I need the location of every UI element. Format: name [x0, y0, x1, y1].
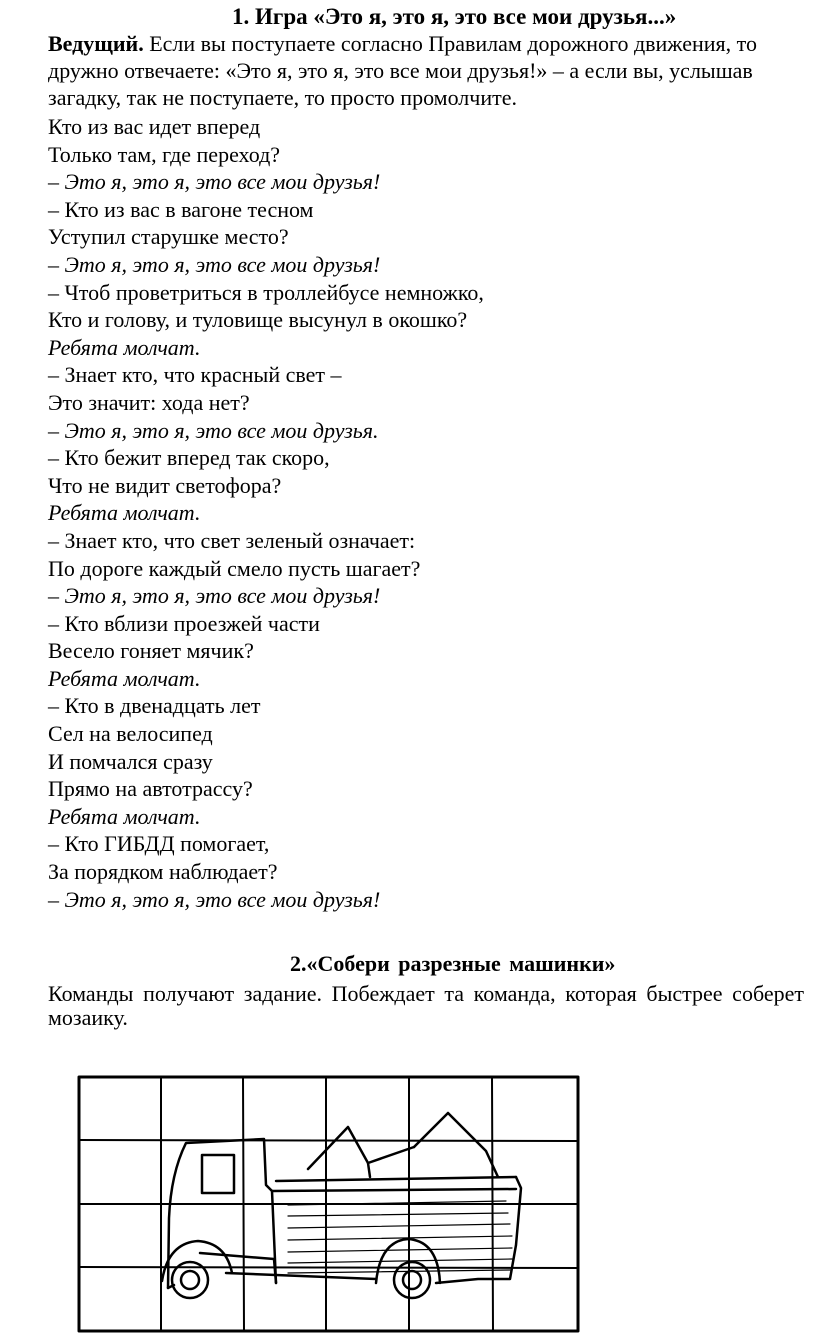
poem-line: Сел на велосипед — [48, 721, 213, 747]
poem-response-line: – Это я, это я, это все мои друзья! — [48, 251, 381, 277]
poem-response-line: Ребята молчат. — [48, 665, 201, 691]
poem-line: – Знает кто, что свет зеленый означает: — [48, 527, 416, 553]
section-2-task-text: Команды получают задание. Побеждает та команда, которая быстрее соберет мозаику. — [48, 981, 804, 1030]
section-1-heading: 1. Игра «Это я, это я, это все мои друзья...» — [232, 4, 677, 29]
cargo-peak-right — [414, 1113, 498, 1177]
poem-response-line: – Это я, это я, это все мои друзья! — [48, 886, 381, 912]
poem-line: – Кто вблизи проезжей части — [48, 610, 320, 636]
poem-line: – Кто в двенадцать лет — [48, 693, 261, 719]
section-2-heading: 2.«Собери разрезные машинки» — [290, 951, 616, 976]
cargo-peak-left — [308, 1127, 370, 1177]
poem-line: – Знает кто, что красный свет – — [48, 362, 342, 388]
poem-response-line: – Это я, это я, это все мои друзья. — [48, 417, 379, 443]
poem-dialogue — [48, 113, 788, 913]
poem-line: Что не видит светофора? — [48, 472, 282, 498]
poem-line: Кто из вас идет вперед — [48, 114, 261, 139]
poem-line: Весело гоняет мячик? — [48, 638, 254, 664]
poem-line: Это значит: хода нет? — [48, 389, 250, 415]
poem-line: – Кто ГИБДД помогает, — [48, 831, 270, 857]
car-mosaic-puzzle-drawing — [76, 1073, 582, 1336]
poem-response-line: – Это я, это я, это все мои друзья! — [48, 169, 381, 195]
poem-line: По дороге каждый смело пусть шагает? — [48, 555, 421, 581]
poem-line: – Кто бежит вперед так скоро, — [48, 445, 330, 471]
truck-cabin — [168, 1139, 272, 1288]
truck-window — [202, 1155, 234, 1193]
poem-response-line: Ребята молчат. — [48, 803, 201, 829]
poem-response-line: Ребята молчат. — [48, 500, 201, 526]
poem-line: Уступил старушке место? — [48, 224, 289, 250]
poem-line: Прямо на автотрассу? — [48, 776, 253, 802]
poem-response-line: – Это я, это я, это все мои друзья! — [48, 583, 381, 609]
poem-line: И помчался сразу — [48, 748, 213, 774]
poem-line: – Кто из вас в вагоне тесном — [48, 196, 314, 222]
poem-line: Кто и голову, и туловище высунул в окошко? — [48, 307, 468, 333]
poem-line: Только там, где переход? — [48, 141, 281, 167]
poem-line: За порядком наблюдает? — [48, 859, 278, 885]
host-intro-paragraph — [48, 30, 808, 111]
host-intro-text: Если вы поступаете согласно Правилам дорожного движения, то дружно отвечаете: «Это я, это я, это все мои друзья!» – а если вы, услышав загадку, так не поступаете, то просто промолчите. — [48, 31, 757, 110]
poem-line: – Чтоб проветриться в троллейбусе немножко, — [48, 279, 484, 305]
poem-response-line: Ребята молчат. — [48, 334, 201, 360]
host-label: Ведущий. — [48, 31, 144, 56]
